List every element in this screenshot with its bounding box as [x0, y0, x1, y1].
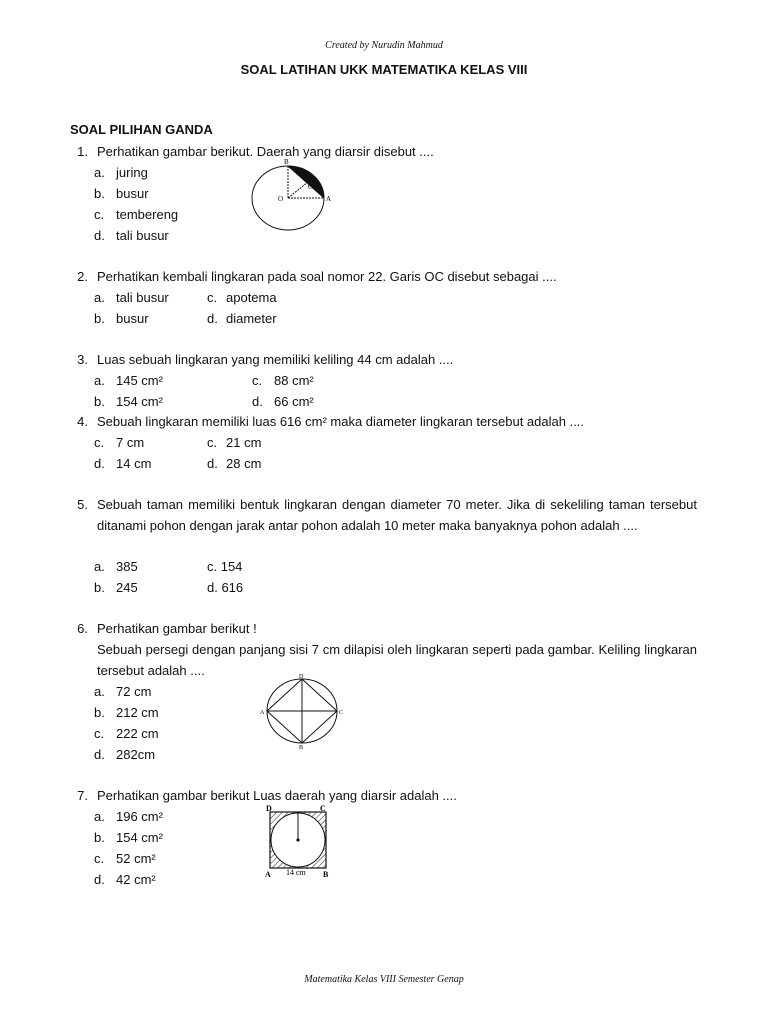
label-c: C — [308, 183, 313, 191]
question-text: Perhatikan gambar berikut Luas daerah yang diarsir adalah .... — [97, 788, 457, 803]
option-text: apotema — [226, 290, 277, 305]
label-c: C — [320, 804, 326, 813]
option-text: juring — [116, 165, 148, 180]
question-subtext: Sebuah persegi dengan panjang sisi 7 cm dilapisi oleh lingkaran seperti pada gambar. Keliling lingkaran tersebut adalah .... — [97, 642, 697, 678]
label-o: O — [278, 195, 284, 203]
option-letter: a. — [94, 373, 105, 388]
question-text: Perhatikan kembali lingkaran pada soal nomor 22. Garis OC disebut sebagai .... — [97, 269, 557, 284]
option-text: diameter — [226, 311, 277, 326]
option-letter: a. — [94, 559, 105, 574]
question-number: 7. — [77, 788, 88, 803]
option-letter: a. — [94, 165, 105, 180]
option-text: tali busur — [116, 290, 169, 305]
question-number: 6. — [77, 621, 88, 636]
question-number: 1. — [77, 144, 88, 159]
option-letter: b. — [94, 394, 105, 409]
option-letter: c. — [207, 290, 218, 305]
option-letter: d. — [207, 456, 218, 471]
option-letter: b. — [94, 705, 105, 720]
option-text: 42 cm² — [116, 872, 156, 887]
option-letter: c. — [252, 373, 263, 388]
square-in-circle-figure — [260, 674, 350, 750]
label-a: A — [260, 710, 265, 716]
option-letter: d. — [94, 228, 105, 243]
option-letter: c. — [207, 435, 218, 450]
section-title: SOAL PILIHAN GANDA — [70, 122, 213, 137]
option-text: 154 cm² — [116, 830, 163, 845]
option-letter: a. — [94, 809, 105, 824]
question-text: Perhatikan gambar berikut ! — [97, 621, 257, 636]
option-letter: d. — [94, 456, 105, 471]
option-letter: a. — [94, 290, 105, 305]
label-d: D — [299, 674, 304, 680]
circle-in-square-figure — [262, 804, 342, 880]
creator-note: Created by Nurudin Mahmud — [325, 40, 443, 51]
question-text: Perhatikan gambar berikut. Daerah yang diarsir disebut .... — [97, 144, 434, 159]
question-number: 2. — [77, 269, 88, 284]
option-letter: b. — [94, 830, 105, 845]
option-text: 212 cm — [116, 705, 159, 720]
option-letter: d. — [94, 747, 105, 762]
page-footer: Matematika Kelas VIII Semester Genap — [304, 974, 464, 985]
option-text: 145 cm² — [116, 373, 163, 388]
label-b: B — [284, 158, 289, 166]
option-text: 385 — [116, 559, 138, 574]
circle-segment-figure — [246, 158, 336, 238]
option-text: 52 cm² — [116, 851, 156, 866]
question-text: Sebuah lingkaran memiliki luas 616 cm² maka diameter lingkaran tersebut adalah .... — [97, 414, 585, 429]
option-text: d. 616 — [207, 580, 244, 595]
option-text: tembereng — [116, 207, 179, 222]
option-text: 88 cm² — [274, 373, 314, 388]
option-letter: d. — [207, 311, 218, 326]
question-text: Luas sebuah lingkaran yang memiliki keliling 44 cm adalah .... — [97, 352, 454, 367]
option-text: c. 154 — [207, 559, 243, 574]
option-letter: b. — [94, 580, 105, 595]
option-text: 196 cm² — [116, 809, 163, 824]
label-b: B — [299, 745, 304, 751]
option-text: 14 cm — [116, 456, 152, 471]
option-text: 282cm — [116, 747, 156, 762]
option-letter: c. — [94, 851, 105, 866]
option-text: 222 cm — [116, 726, 159, 741]
option-letter: b. — [94, 311, 105, 326]
option-text: 72 cm — [116, 684, 152, 699]
question-number: 4. — [77, 414, 88, 429]
option-letter: b. — [94, 186, 105, 201]
page-title: SOAL LATIHAN UKK MATEMATIKA KELAS VIII — [240, 62, 528, 77]
option-text: 66 cm² — [274, 394, 314, 409]
option-text: 21 cm — [226, 435, 262, 450]
option-letter: d. — [94, 872, 105, 887]
option-text: 7 cm — [116, 435, 145, 450]
option-letter: c. — [94, 207, 105, 222]
option-letter: c. — [94, 435, 105, 450]
question-number: 3. — [77, 352, 88, 367]
question-text: Sebuah taman memiliki bentuk lingkaran dengan diameter 70 meter. Jika di sekeliling taman tersebut ditanami pohon dengan jarak antar pohon adalah 10 meter maka banyaknya pohon adalah .... — [97, 497, 697, 533]
label-d: D — [266, 804, 272, 813]
option-text: 28 cm — [226, 456, 262, 471]
option-text: 245 — [116, 580, 138, 595]
option-text: tali busur — [116, 228, 169, 243]
label-c: C — [339, 710, 344, 716]
option-text: 154 cm² — [116, 394, 163, 409]
label-b: B — [323, 870, 329, 879]
question-number: 5. — [77, 497, 88, 512]
option-letter: a. — [94, 684, 105, 699]
option-text: busur — [116, 186, 149, 201]
side-length-label: 14 cm — [286, 868, 306, 877]
option-letter: c. — [94, 726, 105, 741]
segment-oc — [288, 182, 308, 198]
label-a: A — [265, 870, 271, 879]
center-point — [296, 838, 299, 841]
option-text: busur — [116, 311, 149, 326]
option-letter: d. — [252, 394, 263, 409]
label-a: A — [326, 195, 332, 203]
